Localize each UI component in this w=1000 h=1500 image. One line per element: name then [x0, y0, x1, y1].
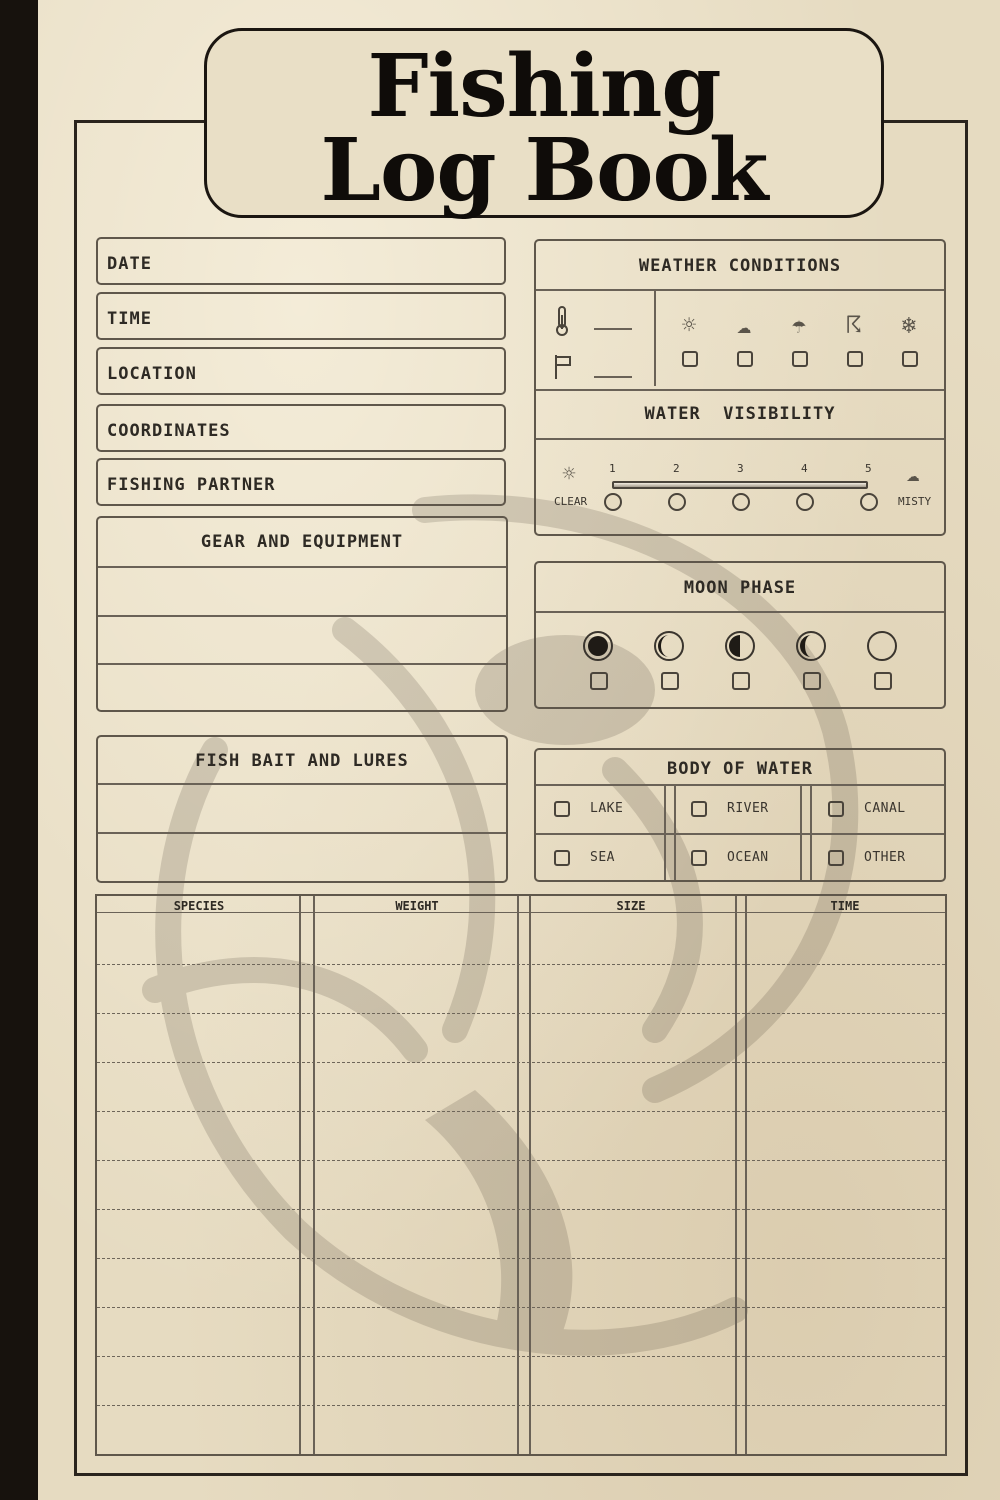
weather-heading: WEATHER CONDITIONS [638, 256, 842, 276]
moon-heading: MOON PHASE [683, 578, 797, 598]
wind-flag-icon [552, 353, 574, 381]
clear-sun-icon: ☼ [562, 462, 576, 487]
wind-blank[interactable] [594, 376, 632, 378]
storm-checkbox[interactable] [847, 351, 863, 367]
visibility-divider [536, 438, 944, 440]
column-divider [529, 896, 531, 1454]
coordinates-field[interactable] [96, 404, 506, 452]
table-row-line[interactable] [97, 1405, 945, 1406]
moon-section [534, 561, 946, 709]
cloudy-icon: ☁ [736, 311, 752, 339]
storm-icon: ☈ [846, 311, 862, 339]
river-label: RIVER [727, 801, 769, 816]
waning-crescent-icon [795, 630, 827, 662]
rain-checkbox[interactable] [792, 351, 808, 367]
body-of-water-heading: BODY OF WATER [666, 759, 814, 779]
book-spine [0, 0, 38, 1500]
snow-checkbox[interactable] [902, 351, 918, 367]
ocean-checkbox[interactable] [691, 850, 707, 866]
bait-section [96, 735, 508, 883]
table-row-line[interactable] [97, 1307, 945, 1308]
scale-label-5: 5 [865, 462, 872, 475]
column-divider [735, 896, 737, 1454]
species-header: SPECIES [173, 899, 225, 913]
visibility-option-5[interactable] [860, 493, 878, 511]
new-moon-icon [582, 630, 614, 662]
bait-line[interactable] [98, 832, 506, 834]
fishing-partner-label: FISHING PARTNER [107, 475, 276, 495]
table-row-line[interactable] [97, 1258, 945, 1259]
moon-divider [536, 611, 944, 613]
scale-label-4: 4 [801, 462, 808, 475]
catch-table [95, 894, 947, 1456]
time-label: TIME [107, 309, 152, 329]
canal-checkbox[interactable] [828, 801, 844, 817]
gear-line [98, 566, 506, 568]
rain-icon: ☂ [791, 311, 807, 339]
lake-checkbox[interactable] [554, 801, 570, 817]
snow-icon: ❄ [901, 311, 917, 339]
visibility-option-3[interactable] [732, 493, 750, 511]
bait-line [98, 783, 506, 785]
fishing-partner-field[interactable] [96, 458, 506, 506]
water-divider [536, 833, 944, 835]
coordinates-label: COORDINATES [107, 421, 231, 441]
gear-line[interactable] [98, 615, 506, 617]
table-row-line[interactable] [97, 1160, 945, 1161]
weather-divider [536, 289, 944, 291]
first-quarter-icon [724, 630, 756, 662]
weather-section [534, 239, 946, 536]
scale-label-3: 3 [737, 462, 744, 475]
size-header: SIZE [616, 899, 646, 913]
ocean-label: OCEAN [727, 850, 769, 865]
location-label: LOCATION [107, 364, 197, 384]
sun-checkbox[interactable] [682, 351, 698, 367]
location-field[interactable] [96, 347, 506, 395]
moon-checkbox-3[interactable] [732, 672, 750, 690]
time-header: TIME [830, 899, 860, 913]
column-divider [517, 896, 519, 1454]
sea-label: SEA [590, 850, 615, 865]
moon-checkbox-5[interactable] [874, 672, 892, 690]
clear-label: CLEAR [554, 495, 588, 508]
thermometer-icon [552, 305, 572, 337]
gear-section [96, 516, 508, 712]
moon-checkbox-4[interactable] [803, 672, 821, 690]
misty-label: MISTY [898, 495, 932, 508]
visibility-option-2[interactable] [668, 493, 686, 511]
visibility-option-4[interactable] [796, 493, 814, 511]
canal-label: CANAL [864, 801, 906, 816]
temperature-blank[interactable] [594, 328, 632, 330]
column-divider [299, 896, 301, 1454]
scale-label-2: 2 [673, 462, 680, 475]
weight-header: WEIGHT [395, 899, 439, 913]
visibility-heading: WATER VISIBILITY [644, 404, 836, 424]
visibility-option-1[interactable] [604, 493, 622, 511]
water-divider [536, 784, 944, 786]
other-label: OTHER [864, 850, 906, 865]
full-moon-icon [866, 630, 898, 662]
sea-checkbox[interactable] [554, 850, 570, 866]
moon-checkbox-2[interactable] [661, 672, 679, 690]
weather-divider [654, 291, 656, 386]
title-line-1: Fishing [367, 36, 721, 137]
column-divider [745, 896, 747, 1454]
table-row-line[interactable] [97, 1356, 945, 1357]
gear-line[interactable] [98, 663, 506, 665]
header-underline [97, 912, 945, 913]
table-row-line[interactable] [97, 1209, 945, 1210]
column-divider [313, 896, 315, 1454]
other-checkbox[interactable] [828, 850, 844, 866]
visibility-slider-track [612, 481, 868, 489]
title-banner [204, 28, 884, 221]
date-field[interactable] [96, 237, 506, 285]
river-checkbox[interactable] [691, 801, 707, 817]
time-field[interactable] [96, 292, 506, 340]
cloudy-checkbox[interactable] [737, 351, 753, 367]
table-row-line[interactable] [97, 1013, 945, 1014]
waxing-crescent-icon [653, 630, 685, 662]
bait-heading: FISH BAIT AND LURES [195, 751, 409, 771]
sun-icon: ☼ [681, 311, 697, 339]
misty-cloud-icon: ☁ [906, 462, 920, 487]
scale-label-1: 1 [609, 462, 616, 475]
table-row-line[interactable] [97, 1062, 945, 1063]
lake-label: LAKE [590, 801, 624, 816]
moon-checkbox-1[interactable] [590, 672, 608, 690]
visibility-divider [536, 389, 944, 391]
date-label: DATE [107, 254, 152, 274]
gear-heading: GEAR AND EQUIPMENT [200, 532, 404, 552]
table-row-line[interactable] [97, 964, 945, 965]
title-line-2: Log Book [320, 120, 768, 221]
body-of-water-section [534, 748, 946, 882]
table-row-line[interactable] [97, 1111, 945, 1112]
